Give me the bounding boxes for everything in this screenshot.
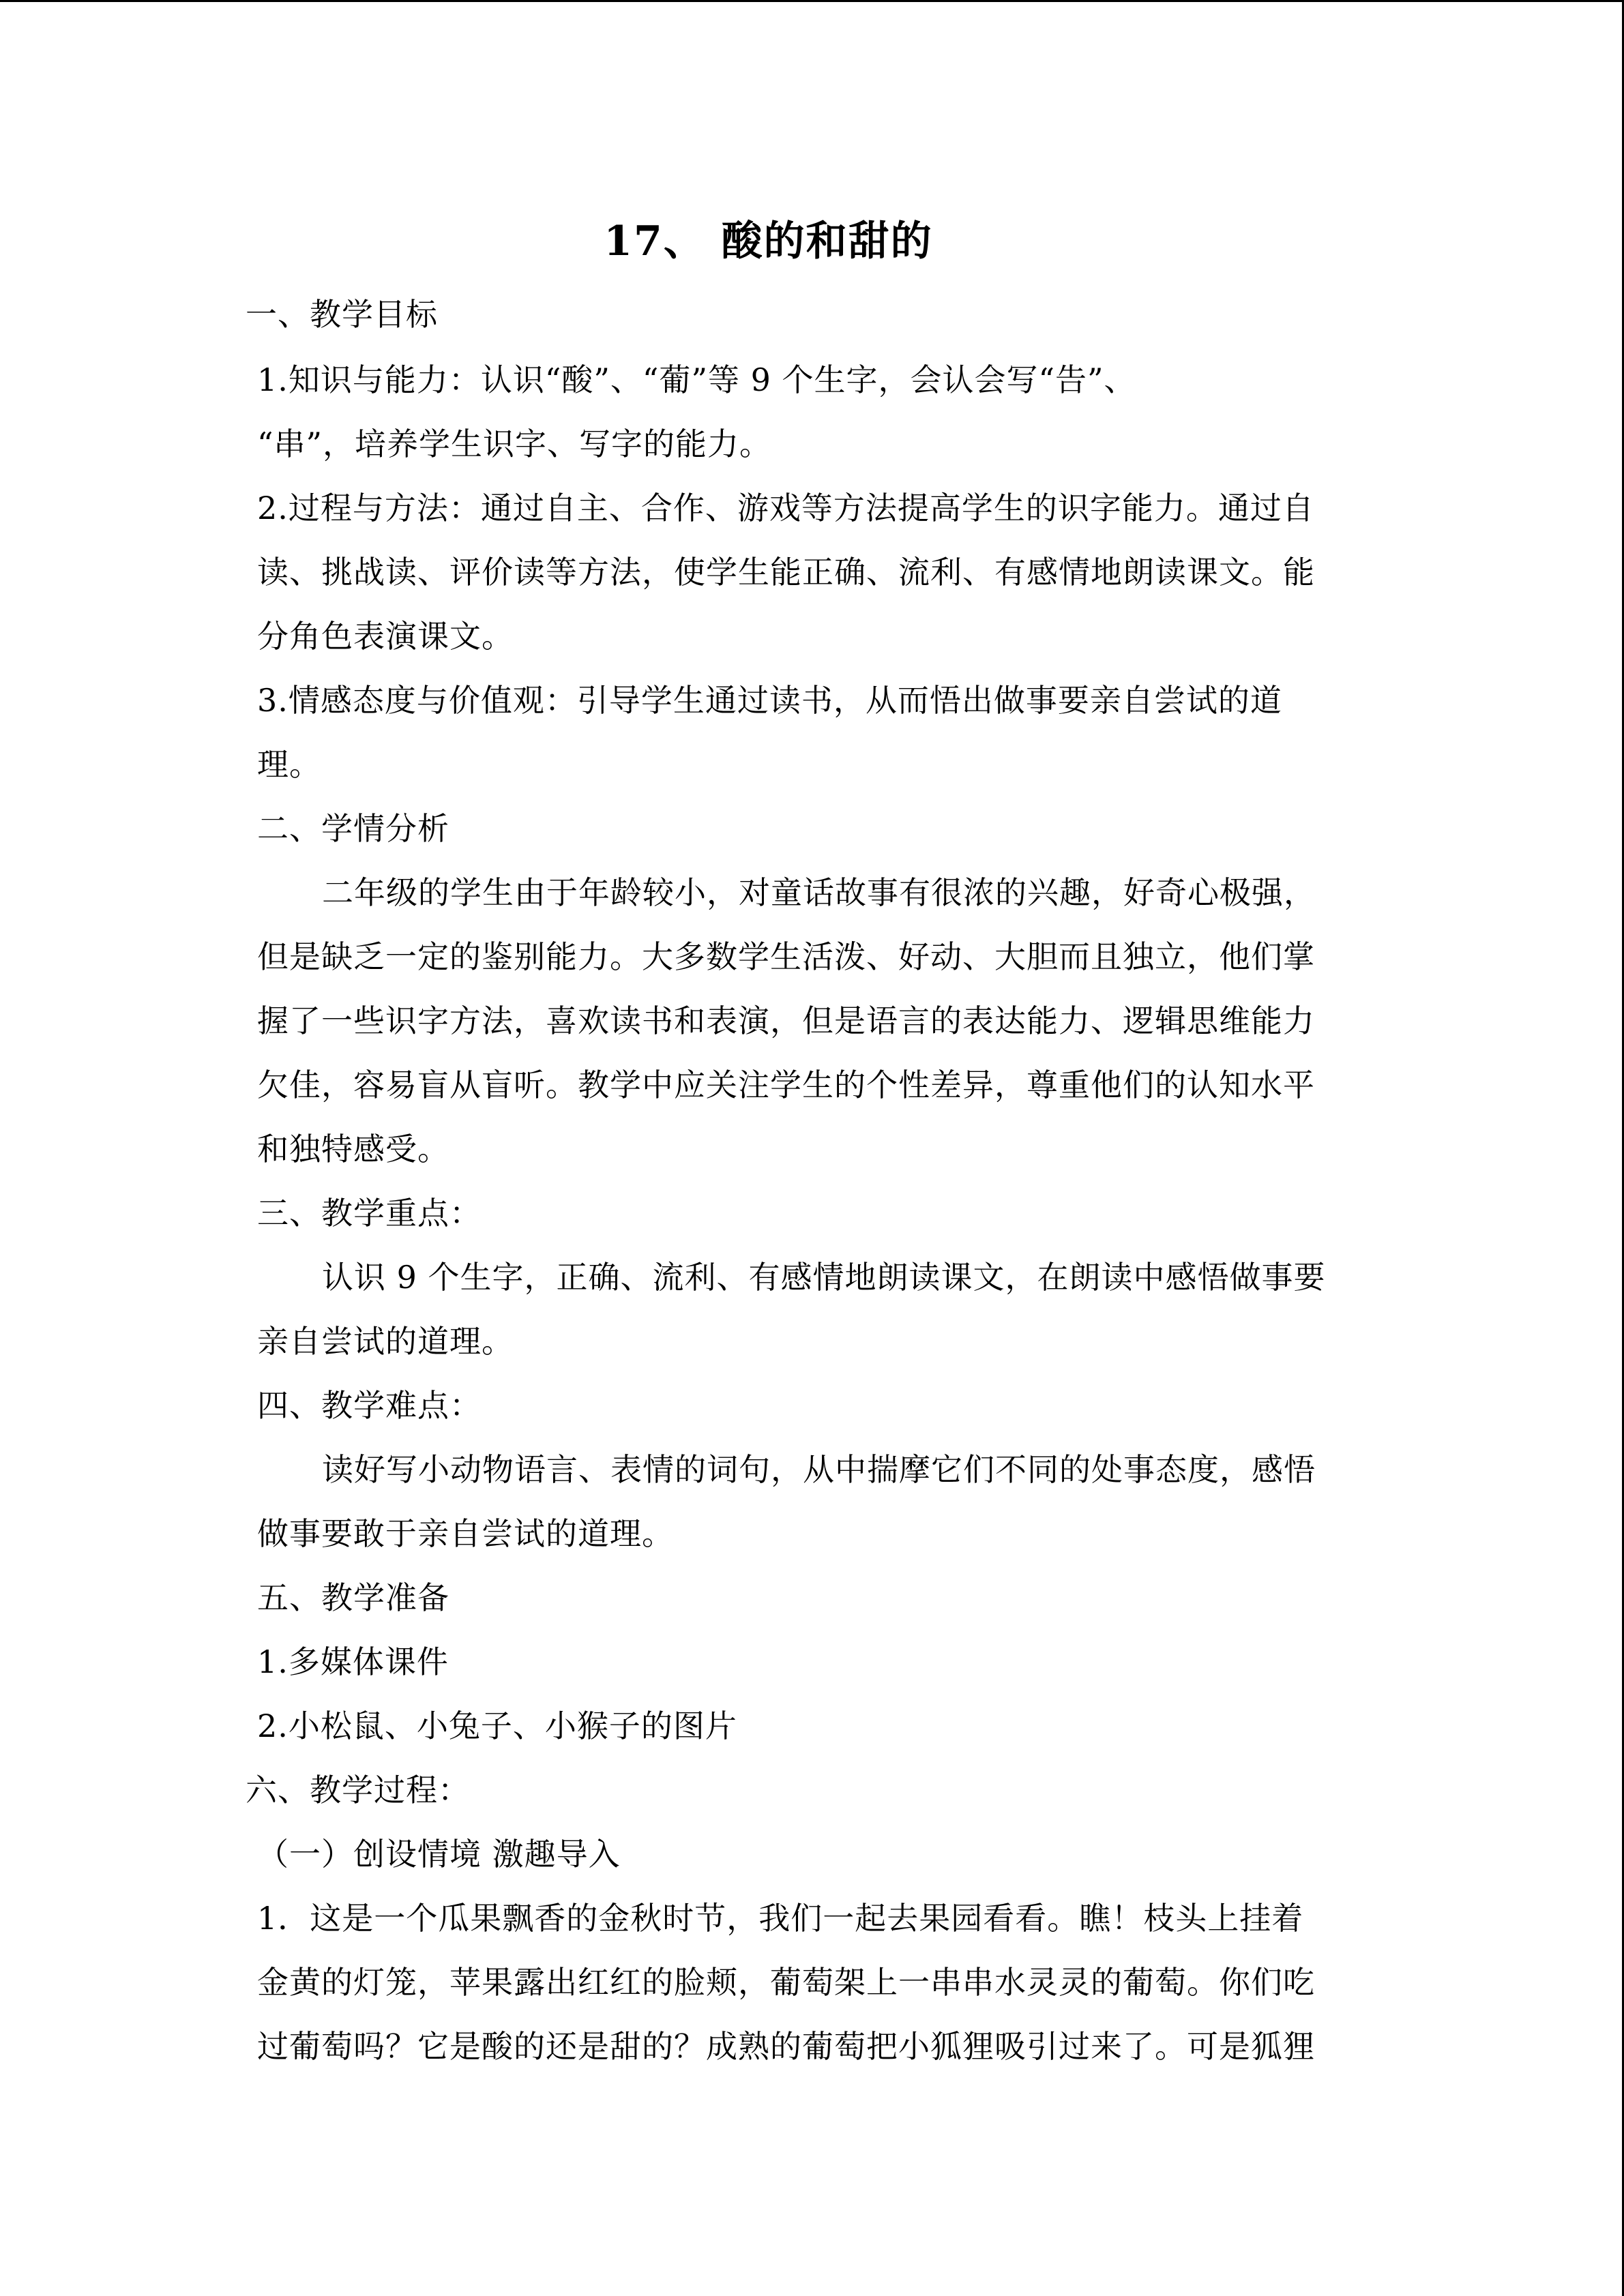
paragraph-line: 过葡萄吗？它是酸的还是甜的？成熟的葡萄把小狐狸吸引过来了。可是狐狸 <box>257 2028 1315 2065</box>
list-item: 1.多媒体课件 <box>257 1643 449 1680</box>
paragraph-line: 亲自尝试的道理。 <box>257 1323 514 1360</box>
paragraph-line: 二年级的学生由于年龄较小，对童话故事有很浓的兴趣，好奇心极强， <box>322 874 1316 911</box>
paragraph-line: 读、挑战读、评价读等方法，使学生能正确、流利、有感情地朗读课文。能 <box>257 554 1315 591</box>
section-heading-analysis: 二、学情分析 <box>257 810 449 847</box>
paragraph-line: “串”，培养学生识字、写字的能力。 <box>257 426 772 462</box>
paragraph-line: 欠佳，容易盲从盲听。教学中应关注学生的个性差异，尊重他们的认知水平 <box>257 1067 1315 1103</box>
paragraph-line: 1．这是一个瓜果飘香的金秋时节，我们一起去果园看看。瞧！枝头上挂着 <box>257 1900 1304 1937</box>
page-title: 17、 酸的和甜的 <box>604 218 933 265</box>
paragraph-line: 读好写小动物语言、表情的词句，从中揣摩它们不同的处事态度，感悟 <box>322 1451 1316 1488</box>
paragraph-line: 但是缺乏一定的鉴别能力。大多数学生活泼、好动、大胆而且独立，他们掌 <box>257 938 1315 975</box>
section-heading-key-points: 三、教学重点： <box>257 1195 482 1232</box>
paragraph-line: 认识 9 个生字，正确、流利、有感情地朗读课文，在朗读中感悟做事要 <box>322 1259 1326 1296</box>
section-heading-preparation: 五、教学准备 <box>257 1579 449 1616</box>
paragraph-line: 3.情感态度与价值观：引导学生通过读书，从而悟出做事要亲自尝试的道 <box>257 682 1282 719</box>
paragraph-line: 金黄的灯笼，苹果露出红红的脸颊，葡萄架上一串串水灵灵的葡萄。你们吃 <box>257 1964 1315 2001</box>
list-item: 2.小松鼠、小兔子、小猴子的图片 <box>257 1708 737 1744</box>
paragraph-line: 做事要敢于亲自尝试的道理。 <box>257 1515 674 1552</box>
subsection-heading: （一）创设情境 激趣导入 <box>257 1836 621 1873</box>
section-heading-difficulties: 四、教学难点： <box>257 1387 482 1424</box>
section-heading-goals: 一、教学目标 <box>246 296 438 333</box>
section-heading-process: 六、教学过程： <box>246 1772 470 1808</box>
paragraph-line: 理。 <box>257 746 321 783</box>
paragraph-line: 握了一些识字方法，喜欢读书和表演，但是语言的表达能力、逻辑思维能力 <box>257 1002 1315 1039</box>
paragraph-line: 2.过程与方法：通过自主、合作、游戏等方法提高学生的识字能力。通过自 <box>257 490 1314 526</box>
paragraph-line: 1.知识与能力：认识“酸”、“葡”等 9 个生字，会认会写“告”、 <box>257 361 1136 398</box>
paragraph-line: 分角色表演课文。 <box>257 618 514 655</box>
paragraph-line: 和独特感受。 <box>257 1131 449 1167</box>
